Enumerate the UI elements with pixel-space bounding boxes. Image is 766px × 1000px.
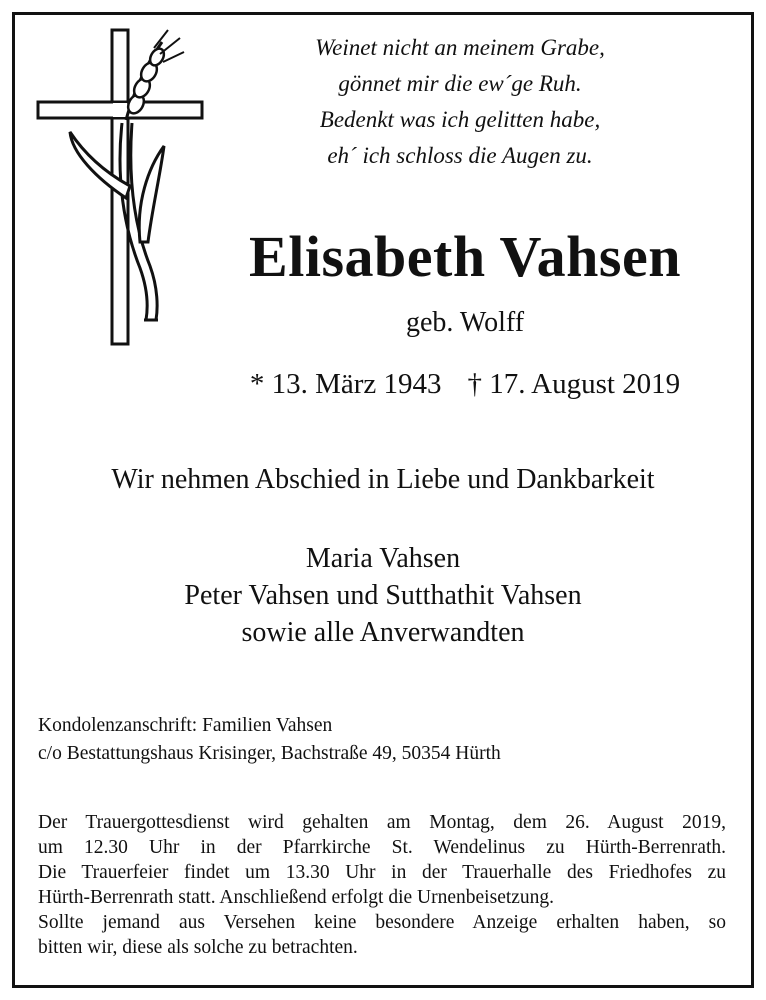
birth-date: * 13. März 1943 <box>249 368 442 400</box>
poem-line: Bedenkt was ich gelitten habe, <box>319 107 601 132</box>
service-line: Sollte jemand aus Versehen keine besondere Anzeige erhalten haben, so <box>38 912 726 933</box>
poem-line: gönnet mir die ew´ge Ruh. <box>338 71 582 96</box>
service-line: Hürth-Berrenrath statt. Anschließend erfolgt die Urnenbeisetzung. <box>38 887 555 908</box>
mourner-line: Maria Vahsen <box>305 543 461 574</box>
poem-line: Weinet nicht an meinem Grabe, <box>315 35 605 60</box>
mourners-list <box>20 540 746 651</box>
condolence-line: c/o Bestattungshaus Krisinger, Bachstraße 49, 50354 Hürth <box>38 743 501 764</box>
farewell-text: Wir nehmen Abschied in Liebe und Dankbarkeit <box>111 464 655 495</box>
poem-line: eh´ ich schloss die Augen zu. <box>327 143 593 168</box>
mourner-line: Peter Vahsen und Sutthathit Vahsen <box>184 580 582 611</box>
death-date: † 17. August 2019 <box>467 368 681 400</box>
service-line: Der Trauergottesdienst wird gehalten am Montag, dem 26. August 2019, <box>38 812 726 833</box>
service-details <box>38 810 726 960</box>
life-dates <box>200 366 730 402</box>
deceased-name: Elisabeth Vahsen <box>249 224 681 289</box>
memorial-poem <box>230 30 690 174</box>
service-line: Die Trauerfeier findet um 13.30 Uhr in der Trauerhalle des Friedhofes zu <box>38 862 726 883</box>
service-line: um 12.30 Uhr in der Pfarrkirche St. Wendelinus zu Hürth-Berrenrath. <box>38 837 726 858</box>
maiden-name: geb. Wolff <box>405 307 525 338</box>
service-line: bitten wir, diese als solche zu betrachten. <box>38 937 358 958</box>
condolence-line: Kondolenzanschrift: Familien Vahsen <box>38 715 333 736</box>
cross-with-wheat-icon <box>36 28 206 346</box>
mourner-line: sowie alle Anverwandten <box>241 617 525 648</box>
condolence-address <box>38 712 728 768</box>
